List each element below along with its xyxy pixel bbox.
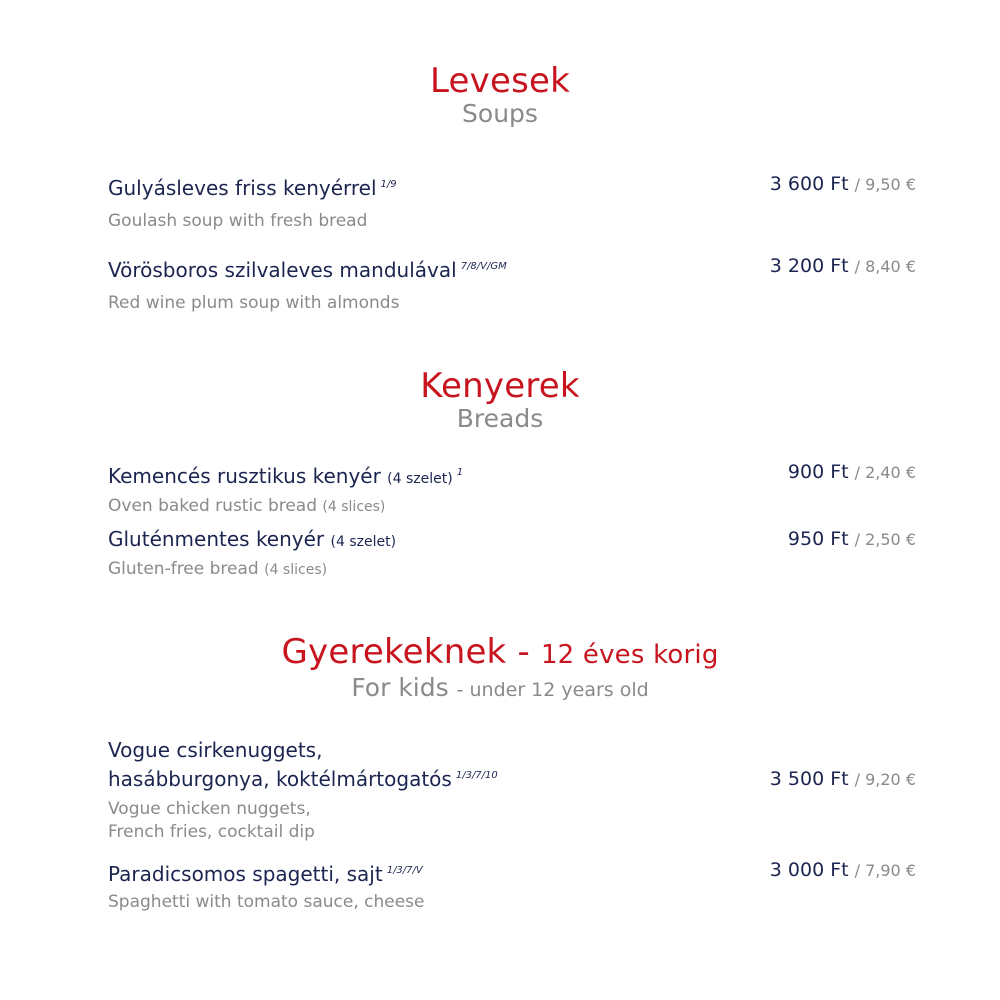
item-price: 900 Ft / 2,40 € [787, 461, 916, 483]
menu-item-rustic-bread [108, 460, 916, 519]
age-note: - under 12 years old [456, 679, 649, 701]
portion-note: (4 szelet) [330, 534, 397, 550]
portion-note: (4 szelet) [387, 471, 453, 487]
menu-item-gluten-free-bread [108, 527, 916, 582]
item-price: 950 Ft / 2,50 € [787, 528, 916, 550]
allergen-codes: 7/8/V/GM [460, 261, 507, 272]
item-description: Red wine plum soup with almonds [108, 293, 400, 313]
section-title-en: Soups [462, 99, 538, 128]
item-description-line-1: Vogue chicken nuggets, [108, 799, 311, 819]
allergen-codes: 1/9 [380, 179, 397, 190]
section-title-hu: Levesek [429, 61, 571, 101]
item-description: Goulash soup with fresh bread [108, 211, 368, 231]
item-name: Vörösboros szilvaleves mandulával $^{7/8/V/GM}$ [108, 258, 507, 282]
item-name: Gulyásleves friss kenyérrel $^{1/9}$ [108, 176, 397, 200]
item-price: 3 200 Ft / 8,40 € [769, 255, 916, 277]
section-heading-soups [0, 62, 1000, 128]
item-price: 3 500 Ft / 9,20 € [769, 768, 916, 790]
item-price: 3 000 Ft / 7,90 € [769, 859, 916, 881]
section-title-hu: Kenyerek [420, 366, 580, 406]
allergen-codes: 1/3/7/10 [455, 770, 498, 781]
item-price: 3 600 Ft / 9,50 € [769, 173, 916, 195]
menu-item-tomato-spaghetti [108, 858, 916, 914]
section-heading-kids [0, 633, 1000, 704]
item-name: Paradicsomos spagetti, sajt $^{1/3/7/V}$ [108, 862, 423, 886]
menu-item-chicken-nuggets [108, 738, 916, 844]
item-description: Oven baked rustic bread (4 slices) [108, 496, 386, 516]
item-name-line-1: Vogue csirkenuggets, [108, 738, 323, 762]
section-title-en: Breads [456, 404, 544, 433]
allergen-codes: 1/3/7/V [386, 865, 423, 876]
menu-item-goulash-soup [108, 172, 916, 233]
section-title-en: For kids - under 12 years old [351, 673, 649, 702]
section-heading-breads [0, 367, 1000, 433]
item-description: Spaghetti with tomato sauce, cheese [108, 892, 425, 912]
age-note: 12 éves korig [540, 640, 719, 670]
item-description: Gluten-free bread (4 slices) [108, 559, 328, 579]
item-description-line-2: French fries, cocktail dip [108, 822, 315, 842]
menu-item-plum-soup [108, 254, 916, 315]
allergen-codes: 1 [456, 467, 464, 478]
item-name: Gluténmentes kenyér (4 szelet) [108, 527, 397, 551]
item-name-line-2: hasábburgonya, koktélmártogatós $^{1/3/7/10}$ [108, 767, 498, 791]
item-name: Kemencés rusztikus kenyér (4 szelet) $^1$ [108, 464, 464, 488]
section-title-hu: Gyerekeknek - 12 éves korig [281, 632, 719, 672]
